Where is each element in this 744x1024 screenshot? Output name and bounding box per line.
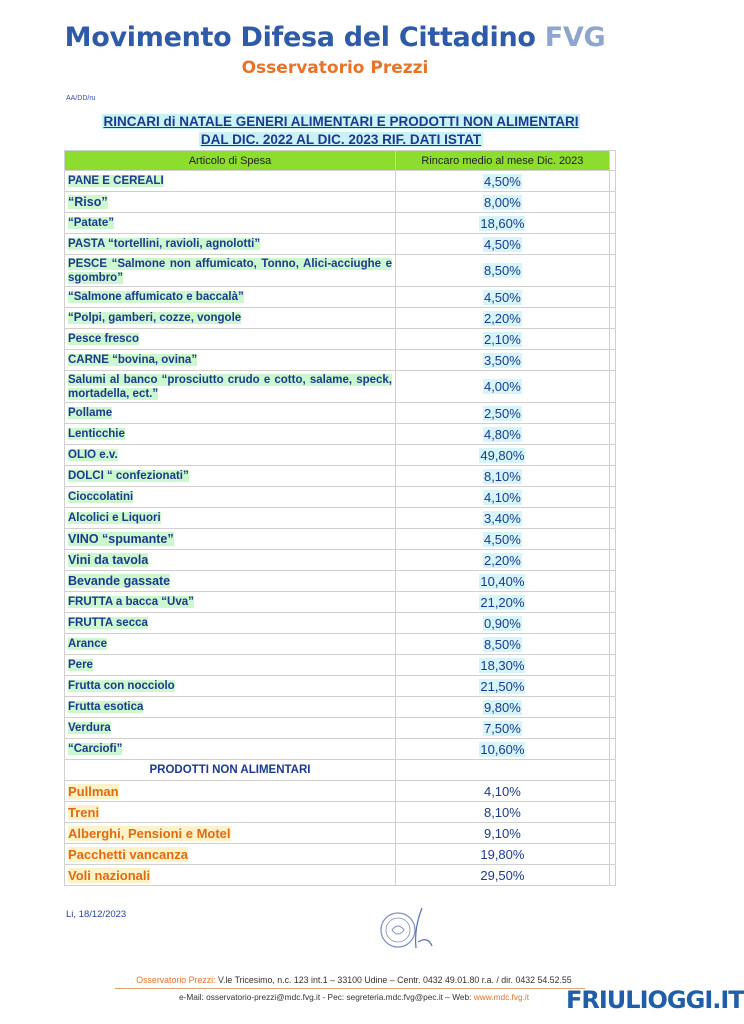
organization-subtitle: Osservatorio Prezzi (241, 58, 429, 78)
extra-cell (609, 424, 615, 445)
article-name (65, 697, 396, 718)
increase-value: 3,40% (483, 510, 521, 526)
article-name (65, 466, 396, 487)
non-food-heading: PRODOTTI NON ALIMENTARI (65, 760, 396, 781)
pec-link[interactable]: segreteria.mdc.fvg@pec.it (346, 992, 443, 1002)
article-label: DOLCI “ confezionati” (68, 470, 189, 482)
watermark-logo: FRIULIOGGI.IT (566, 986, 744, 1014)
table-row (65, 350, 616, 371)
article-increase (396, 287, 610, 308)
extra-cell (609, 329, 615, 350)
increase-value: 49,80% (480, 447, 525, 463)
article-name (65, 529, 396, 550)
table-row (65, 613, 616, 634)
article-increase (396, 655, 610, 676)
extra-cell (609, 844, 615, 865)
article-increase: 29,50% (396, 865, 610, 886)
article-increase: 9,10% (396, 823, 610, 844)
extra-cell (609, 739, 615, 760)
heading-line-1: RINCARI di NATALE GENERI ALIMENTARI E PRODOTTI NON ALIMENTARI (103, 114, 579, 129)
organization-title (0, 22, 670, 53)
footer-divider (115, 988, 585, 989)
table-row (65, 508, 616, 529)
article-increase (396, 350, 610, 371)
article-increase (396, 445, 610, 466)
article-label: FRUTTA secca (68, 617, 148, 629)
empty-cell (396, 760, 610, 781)
table-row (65, 171, 616, 192)
table-row (65, 739, 616, 760)
increase-value: 2,10% (483, 331, 521, 347)
column-header-value: Rincaro medio al mese Dic. 2023 (396, 151, 610, 171)
article-name (65, 487, 396, 508)
article-name (65, 634, 396, 655)
article-label: Pacchetti vancanza (68, 846, 188, 862)
extra-cell (609, 287, 615, 308)
extra-cell (609, 550, 615, 571)
article-name (65, 823, 396, 844)
increase-value: 4,50% (483, 531, 521, 547)
increase-value: 2,20% (483, 310, 521, 326)
article-increase (396, 371, 610, 403)
article-label: Pere (68, 659, 93, 671)
article-increase (396, 739, 610, 760)
article-name (65, 308, 396, 329)
article-name (65, 676, 396, 697)
increase-value: 8,00% (483, 194, 521, 210)
increase-value: 4,50% (483, 236, 521, 252)
article-label: CARNE “bovina, ovina” (68, 354, 198, 366)
organization-region: FVG (544, 22, 606, 53)
table-row (65, 550, 616, 571)
increase-value: 2,20% (483, 552, 521, 568)
extra-cell (609, 613, 615, 634)
document-date: Li, 18/12/2023 (66, 909, 127, 920)
extra-cell (609, 308, 615, 329)
extra-cell (609, 255, 615, 287)
increase-value: 7,50% (483, 720, 521, 736)
article-name (65, 739, 396, 760)
extra-cell (609, 802, 615, 823)
extra-cell (609, 171, 615, 192)
extra-cell (609, 508, 615, 529)
table-header-row (65, 151, 616, 171)
extra-cell (609, 676, 615, 697)
article-name (65, 844, 396, 865)
extra-cell (609, 466, 615, 487)
article-label: “Riso” (68, 195, 108, 209)
article-increase (396, 550, 610, 571)
signature-stamp-icon (378, 900, 438, 960)
article-label: Cioccolatini (68, 491, 134, 503)
article-increase: 19,80% (396, 844, 610, 865)
article-increase: 4,10% (396, 781, 610, 802)
extra-cell (609, 192, 615, 213)
article-name (65, 403, 396, 424)
article-name (65, 445, 396, 466)
table-row (65, 676, 616, 697)
article-label: “Salmone affumicato e baccalà” (68, 291, 244, 303)
pec-label: - Pec: (322, 992, 345, 1002)
table-row (65, 308, 616, 329)
table-row (65, 529, 616, 550)
article-label: Verdura (68, 722, 111, 734)
table-row (65, 403, 616, 424)
table-row (65, 697, 616, 718)
column-header-article: Articolo di Spesa (65, 151, 396, 171)
table-row (65, 255, 616, 287)
extra-cell (609, 592, 615, 613)
table-row (65, 287, 616, 308)
article-label: Arance (68, 638, 107, 650)
article-name (65, 329, 396, 350)
section-row (65, 760, 616, 781)
article-name (65, 424, 396, 445)
footer-address-text: V.le Tricesimo, n.c. 123 int.1 – 33100 Udine – Centr. 0432 49.01.80 r.a. / dir. 0432 54.52.55 (217, 975, 572, 985)
organization-name: Movimento Difesa del Cittadino (64, 22, 536, 53)
extra-cell (609, 823, 615, 844)
increase-value: 4,50% (483, 173, 521, 189)
article-name (65, 802, 396, 823)
article-name (65, 508, 396, 529)
article-label: Pullman (68, 783, 119, 799)
article-increase (396, 308, 610, 329)
table-row (65, 718, 616, 739)
increase-value: 3,50% (483, 352, 521, 368)
article-label: PESCE “Salmone non affumicato, Tonno, Alici-acciughe e sgombro” (68, 257, 392, 284)
extra-cell (609, 403, 615, 424)
article-name (65, 592, 396, 613)
article-name (65, 213, 396, 234)
table-row (65, 571, 616, 592)
extra-cell (609, 781, 615, 802)
web-link[interactable]: www.mdc.fvg.it (473, 992, 530, 1002)
extra-cell (609, 350, 615, 371)
increase-value: 4,10% (483, 489, 521, 505)
extra-cell (609, 760, 615, 781)
email-link[interactable]: osservatorio-prezzi@mdc.fvg.it (206, 992, 321, 1002)
article-name (65, 371, 396, 403)
article-increase (396, 403, 610, 424)
table-row (65, 487, 616, 508)
increase-value: 21,20% (480, 594, 525, 610)
article-label: Salumi al banco “prosciutto crudo e cotto, salame, speck, mortadella, ect.” (68, 373, 392, 400)
article-label: Pesce fresco (68, 333, 139, 345)
table-row (65, 592, 616, 613)
article-label: VINO “spumante” (68, 532, 174, 546)
extra-cell (609, 445, 615, 466)
article-label: Pollame (68, 407, 113, 419)
extra-cell (609, 487, 615, 508)
article-label: Voli nazionali (68, 867, 151, 883)
article-increase (396, 329, 610, 350)
increase-value: 8,50% (483, 636, 521, 652)
article-increase (396, 213, 610, 234)
heading-line-2: DAL DIC. 2022 AL DIC. 2023 RIF. DATI ISTAT (200, 132, 482, 147)
article-increase (396, 697, 610, 718)
increase-value: 18,30% (480, 657, 525, 673)
table-row (65, 781, 616, 802)
increase-value: 8,50% (483, 263, 521, 278)
email-label: e-Mail: (178, 992, 204, 1002)
extra-cell (609, 234, 615, 255)
article-increase (396, 424, 610, 445)
table-row (65, 329, 616, 350)
increase-value: 0,90% (483, 615, 521, 631)
article-label: Vini da tavola (68, 553, 149, 567)
article-label: Alcolici e Liquori (68, 512, 161, 524)
web-label: – Web: (445, 992, 472, 1002)
article-label: “Carciofi” (68, 743, 123, 755)
table-row (65, 192, 616, 213)
column-header-extra (609, 151, 615, 171)
extra-cell (609, 634, 615, 655)
article-increase (396, 192, 610, 213)
table-row (65, 424, 616, 445)
table-row (65, 865, 616, 886)
article-label: PASTA “tortellini, ravioli, agnolotti” (68, 238, 261, 250)
article-increase (396, 171, 610, 192)
article-name (65, 718, 396, 739)
increase-value: 10,40% (480, 573, 525, 589)
article-name (65, 234, 396, 255)
article-increase (396, 613, 610, 634)
article-label: “Polpi, gamberi, cozze, vongole (68, 312, 242, 324)
increase-value: 10,60% (480, 741, 525, 757)
article-increase (396, 634, 610, 655)
table-row (65, 655, 616, 676)
increase-value: 2,50% (483, 405, 521, 421)
table-row (65, 234, 616, 255)
table-row (65, 213, 616, 234)
article-label: FRUTTA a bacca “Uva” (68, 596, 194, 608)
extra-cell (609, 213, 615, 234)
article-name (65, 655, 396, 676)
extra-cell (609, 865, 615, 886)
extra-cell (609, 718, 615, 739)
extra-cell (609, 571, 615, 592)
extra-cell (609, 529, 615, 550)
table-row (65, 823, 616, 844)
article-label: PANE E CEREALI (68, 175, 164, 187)
table-row (65, 466, 616, 487)
price-increase-table (64, 150, 616, 886)
article-increase (396, 487, 610, 508)
increase-value: 9,80% (483, 699, 521, 715)
article-increase: 8,10% (396, 802, 610, 823)
article-label: Bevande gassate (68, 574, 171, 588)
article-name (65, 781, 396, 802)
extra-cell (609, 655, 615, 676)
article-name (65, 192, 396, 213)
article-name (65, 613, 396, 634)
article-name (65, 171, 396, 192)
footer-org: Osservatorio Prezzi: (136, 975, 216, 985)
article-label: Lenticchie (68, 428, 125, 440)
table-row (65, 844, 616, 865)
table-row (65, 802, 616, 823)
increase-value: 8,10% (483, 468, 521, 484)
footer-address (0, 975, 708, 985)
article-increase (396, 466, 610, 487)
article-increase (396, 571, 610, 592)
article-increase (396, 592, 610, 613)
article-name (65, 350, 396, 371)
table-row (65, 634, 616, 655)
increase-value: 4,80% (483, 426, 521, 442)
reference-code: AA/DD/ru (66, 95, 96, 102)
article-increase (396, 529, 610, 550)
increase-value: 4,50% (483, 289, 521, 305)
article-name (65, 287, 396, 308)
table-row (65, 445, 616, 466)
extra-cell (609, 371, 615, 403)
article-increase (396, 718, 610, 739)
extra-cell (609, 697, 615, 718)
article-label: Frutta esotica (68, 701, 144, 713)
table-row (65, 371, 616, 403)
article-name (65, 255, 396, 287)
article-name (65, 550, 396, 571)
article-name (65, 571, 396, 592)
increase-value: 4,00% (483, 379, 521, 394)
article-increase (396, 255, 610, 287)
article-label: Alberghi, Pensioni e Motel (68, 825, 231, 841)
article-label: OLIO e.v. (68, 449, 118, 461)
increase-value: 21,50% (480, 678, 525, 694)
article-increase (396, 676, 610, 697)
article-name (65, 865, 396, 886)
increase-value: 18,60% (480, 215, 525, 231)
article-increase (396, 234, 610, 255)
article-label: Frutta con nocciolo (68, 680, 175, 692)
article-label: “Patate” (68, 217, 115, 229)
document-heading (66, 113, 616, 149)
article-label: Treni (68, 804, 100, 820)
article-increase (396, 508, 610, 529)
